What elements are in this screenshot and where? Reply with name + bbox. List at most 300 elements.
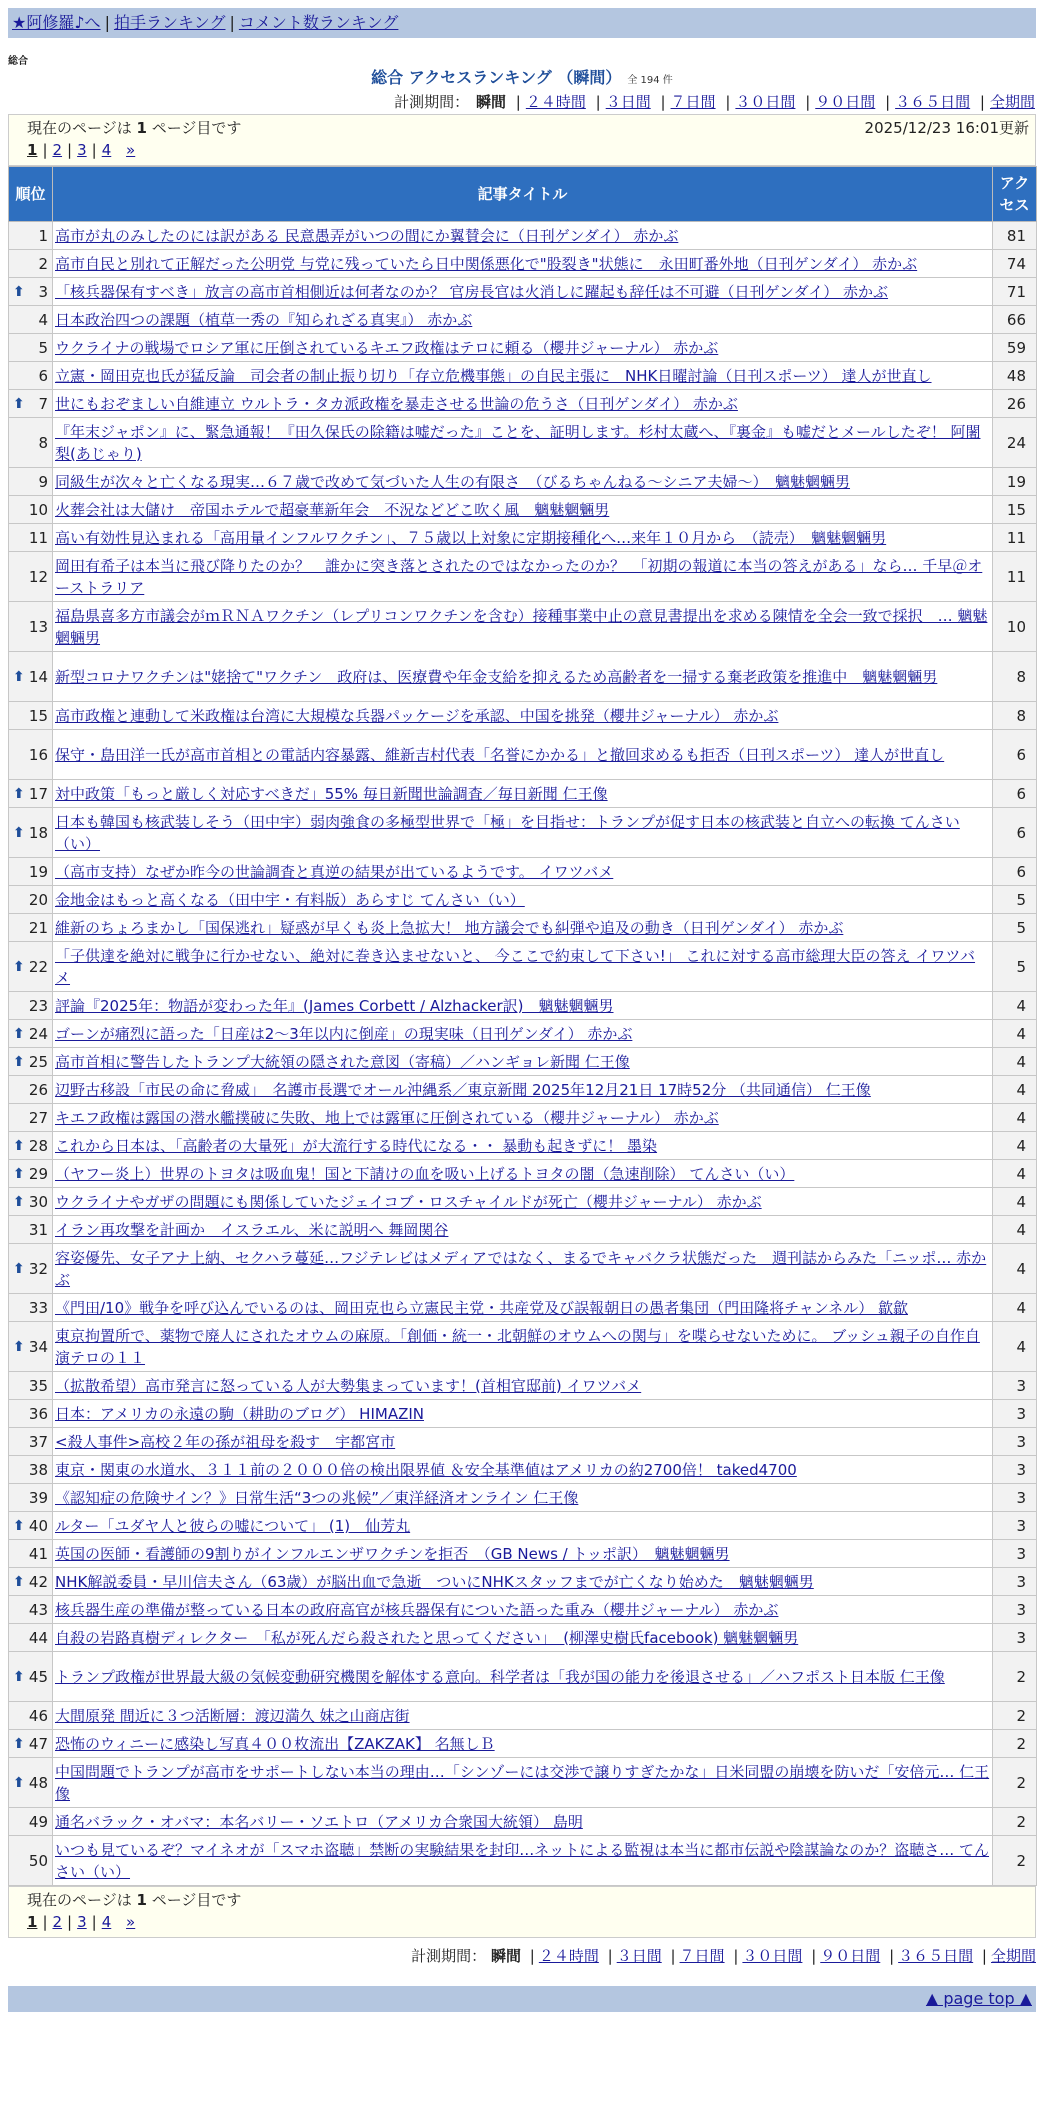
rank-number: 23 <box>28 996 48 1015</box>
table-row <box>9 1076 1037 1104</box>
access-count: 11 <box>993 552 1037 602</box>
rank-up-icon: ⬆ <box>13 1053 25 1070</box>
page-link-1[interactable]: 1 <box>27 141 38 159</box>
rank-cell <box>9 418 53 468</box>
period-current: 瞬間 <box>490 1947 521 1965</box>
article-link[interactable]: 新型コロナワクチンは"姥捨て"ワクチン 政府は、医療費や年金支給を抑えるため高齢者を一掃する棄老政策を推進中 魑魅魍魎男 <box>55 667 938 686</box>
rank-cell <box>9 1596 53 1624</box>
access-count: 3 <box>993 1568 1037 1596</box>
nav-separator: | <box>229 13 235 32</box>
title-cell <box>53 1568 993 1596</box>
rank-number: 3 <box>38 282 48 301</box>
title-cell <box>53 1020 993 1048</box>
period-separator: | <box>529 1947 535 1965</box>
article-link[interactable]: 辺野古移設「市民の命に脅威」 名護市長選でオール沖縄系／東京新聞 2025年12月21日 17時52分 （共同通信） 仁王像 <box>55 1080 871 1099</box>
title-cell <box>53 652 993 702</box>
access-count: 4 <box>993 1132 1037 1160</box>
title-cell <box>53 1596 993 1624</box>
access-count: 4 <box>993 1160 1037 1188</box>
title-cell <box>53 1188 993 1216</box>
period-link-30d[interactable]: ３０日間 <box>742 1947 803 1965</box>
period-selector-bottom <box>8 1944 1036 1968</box>
article-link[interactable]: これから日本は、「高齢者の大量死」が大流行する時代になる・・ 暴動も起きずに！ 墨染 <box>55 1136 658 1155</box>
table-row <box>9 552 1037 602</box>
rank-up-icon: ⬆ <box>13 283 25 300</box>
article-link[interactable]: 自殺の岩路真樹ディレクター 「私が死んだら殺されたと思ってください」 (柳澤史樹氏facebook) 魑魅魍魎男 <box>55 1628 799 1647</box>
rank-number: 49 <box>28 1812 48 1831</box>
page-top-link[interactable]: ▲ page top ▲ <box>925 1989 1032 2008</box>
article-link[interactable]: 火葬会社は大儲け 帝国ホテルで超豪華新年会 不況などどこ吹く風 魑魅魍魎男 <box>55 500 610 519</box>
table-row <box>9 1048 1037 1076</box>
title-cell <box>53 418 993 468</box>
rank-number: 15 <box>28 706 48 725</box>
table-row <box>9 1372 1037 1400</box>
rank-cell <box>9 1322 53 1372</box>
rank-cell <box>9 1216 53 1244</box>
pager-text: ページ目です <box>151 1891 242 1909</box>
access-count: 3 <box>993 1540 1037 1568</box>
article-link[interactable]: 高市首相に警告したトランプ大統領の隠された意図（寄稿）／ハンギョレ新聞 仁王像 <box>55 1052 630 1071</box>
rank-cell <box>9 1294 53 1322</box>
page-title <box>0 68 1044 88</box>
access-count: 24 <box>993 418 1037 468</box>
pager-text: 現在のページは <box>27 1891 132 1909</box>
access-count: 3 <box>993 1484 1037 1512</box>
access-count: 26 <box>993 390 1037 418</box>
article-link[interactable]: 同級生が次々と亡くなる現実…６７歳で改めて気づいた人生の有限さ （びるちゃんねる〜シニア夫婦〜） 魑魅魍魎男 <box>55 472 851 491</box>
table-row <box>9 362 1037 390</box>
access-count: 4 <box>993 1216 1037 1244</box>
access-count: 4 <box>993 1048 1037 1076</box>
pager-separator: | <box>67 141 73 159</box>
rank-cell <box>9 278 53 306</box>
rank-number: 29 <box>28 1164 48 1183</box>
access-count: 4 <box>993 1076 1037 1104</box>
article-link[interactable]: 福島県喜多方市議会がｍＲＮＡワクチン（レプリコンワクチンを含む）接種事業中止の意見書提出を求める陳情を全会一致で採択 … 魑魅魍魎男 <box>55 606 988 647</box>
rank-cell <box>9 1400 53 1428</box>
article-link[interactable]: 高い有効性見込まれる「高用量インフルワクチン」、７５歳以上対象に定期接種化へ…来年１０月から （読売） 魑魅魍魎男 <box>55 528 887 547</box>
nav-home-link[interactable]: ★阿修羅♪へ <box>12 13 101 32</box>
article-link[interactable]: 中国問題でトランプが高市をサポートしない本当の理由…「シンゾーには交渉で譲りすぎたかな」日米同盟の崩壊を防いだ「安倍元… 仁王像 <box>55 1762 990 1803</box>
table-row <box>9 250 1037 278</box>
article-link[interactable]: 《門田/10》戦争を呼び込んでいるのは、岡田克也ら立憲民主党・共産党及び誤報朝日の愚者集団（門田隆将チャンネル） 歙歙 <box>55 1298 909 1317</box>
table-row <box>9 1730 1037 1758</box>
rank-number: 28 <box>28 1136 48 1155</box>
table-row <box>9 702 1037 730</box>
rank-number: 4 <box>38 310 48 329</box>
rank-cell <box>9 1652 53 1702</box>
article-link[interactable]: 『年末ジャポン』に、緊急通報！『田久保氏の除籍は嘘だった』ことを、証明します。杉村太蔵へ、『裏金』も嘘だとメールしたぞ！ 阿闍梨(あじゃり) <box>55 422 981 463</box>
table-row <box>9 278 1037 306</box>
access-count: 5 <box>993 914 1037 942</box>
table-row <box>9 1808 1037 1836</box>
header-access: アクセス <box>993 167 1037 222</box>
period-link-7d[interactable]: ７日間 <box>670 93 716 111</box>
table-row <box>9 992 1037 1020</box>
title-cell <box>53 702 993 730</box>
rank-cell <box>9 808 53 858</box>
table-row <box>9 390 1037 418</box>
rank-up-icon: ⬆ <box>13 1517 25 1534</box>
rank-number: 30 <box>28 1192 48 1211</box>
article-link[interactable]: 大間原発 間近に３つ活断層：渡辺満久 妹之山商店街 <box>55 1706 410 1725</box>
article-link[interactable]: （拡散希望）高市発言に怒っている人が大勢集まっています！(首相官邸前) イワツバメ <box>55 1376 642 1395</box>
article-link[interactable]: <殺人事件>高校２年の孫が祖母を殺す 宇都宮市 <box>55 1432 396 1451</box>
access-count: 4 <box>993 992 1037 1020</box>
access-count: 2 <box>993 1808 1037 1836</box>
period-link-24h[interactable]: ２４時間 <box>525 93 586 111</box>
rank-number: 10 <box>28 500 48 519</box>
rank-number: 27 <box>28 1108 48 1127</box>
article-link[interactable]: 立憲・岡田克也氏が猛反論 司会者の制止振り切り「存立危機事態」の自民主張に NHK日曜討論（日刊スポーツ） 達人が世直し <box>55 366 932 385</box>
rank-number: 42 <box>28 1572 48 1591</box>
article-link[interactable]: ウクライナやガザの問題にも関係していたジェイコブ・ロスチャイルドが死亡（櫻井ジャーナル） 赤かぶ <box>55 1192 762 1211</box>
table-row <box>9 780 1037 808</box>
rank-cell <box>9 1188 53 1216</box>
access-count: 2 <box>993 1836 1037 1886</box>
access-count: 15 <box>993 496 1037 524</box>
access-count: 3 <box>993 1400 1037 1428</box>
table-row <box>9 1568 1037 1596</box>
article-link[interactable]: 高市が丸のみしたのには訳がある 民意愚弄がいつの間にか翼賛会に（日刊ゲンダイ） 赤かぶ <box>55 226 679 245</box>
period-link-90d[interactable]: ９０日間 <box>815 93 876 111</box>
rank-cell <box>9 250 53 278</box>
rank-number: 1 <box>38 226 48 245</box>
period-link-30d[interactable]: ３０日間 <box>735 93 796 111</box>
title-cell <box>53 278 993 306</box>
rank-number: 12 <box>28 567 48 586</box>
rank-number: 6 <box>38 366 48 385</box>
table-row <box>9 1652 1037 1702</box>
table-row <box>9 1702 1037 1730</box>
table-row <box>9 222 1037 250</box>
rank-number: 17 <box>28 784 48 803</box>
rank-number: 18 <box>28 823 48 842</box>
rank-number: 2 <box>38 254 48 273</box>
ranking-table-body <box>9 222 1037 1886</box>
access-count: 5 <box>993 942 1037 992</box>
nav-comment-ranking-link[interactable]: コメント数ランキング <box>238 13 399 32</box>
article-link[interactable]: 容姿優先、女子アナ上納、セクハラ蔓延…フジテレビはメディアではなく、まるでキャバクラ状態だった 週刊誌からみた「ニッポ… 赤かぶ <box>55 1248 987 1289</box>
title-cell <box>53 1076 993 1104</box>
access-count: 6 <box>993 808 1037 858</box>
article-link[interactable]: 岡田有希子は本当に飛び降りたのか？ 誰かに突き落とされたのではなかったのか？ 「初期の報道に本当の答えがある」なら… 千早＠オーストラリア <box>55 556 983 597</box>
access-count: 19 <box>993 468 1037 496</box>
page-link-4[interactable]: 4 <box>101 1913 112 1931</box>
period-link-all[interactable]: 全期間 <box>990 1947 1036 1965</box>
article-link[interactable]: イラン再攻撃を計画か イスラエル、米に説明へ 舞岡関谷 <box>55 1220 449 1239</box>
access-count: 10 <box>993 602 1037 652</box>
rank-number: 36 <box>28 1404 48 1423</box>
table-row <box>9 1188 1037 1216</box>
page-link-1[interactable]: 1 <box>27 1913 38 1931</box>
rank-number: 48 <box>28 1773 48 1792</box>
page-link-2[interactable]: 2 <box>52 1913 63 1931</box>
page-link-3[interactable]: 3 <box>77 141 87 159</box>
article-link[interactable]: 核兵器生産の準備が整っている日本の政府高官が核兵器保有についた語った重み（櫻井ジャーナル） 赤かぶ <box>55 1600 779 1619</box>
article-link[interactable]: 日本も韓国も核武装しそう（田中宇）弱肉強食の多極型世界で「極」を目指せ：トランプが促す日本の核武装と自立への転換 てんさい（い） <box>55 812 960 853</box>
rank-up-icon: ⬆ <box>13 1338 25 1355</box>
access-count: 8 <box>993 652 1037 702</box>
rank-cell <box>9 1484 53 1512</box>
article-link[interactable]: 「核兵器保有すべき」放言の高市首相側近は何者なのか？ 官房長官は火消しに躍起も辞任は不可避（日刊ゲンダイ） 赤かぶ <box>55 282 889 301</box>
article-link[interactable]: 高市政権と連動して米政権は台湾に大規模な兵器パッケージを承認、中国を挑発（櫻井ジャーナル） 赤かぶ <box>55 706 779 725</box>
title-cell <box>53 858 993 886</box>
table-row <box>9 1160 1037 1188</box>
title-cell <box>53 552 993 602</box>
rank-cell <box>9 858 53 886</box>
rank-number: 8 <box>38 433 48 452</box>
rank-up-icon: ⬆ <box>13 958 25 975</box>
access-count: 74 <box>993 250 1037 278</box>
article-link[interactable]: 保守・島田洋一氏が高市首相との電話内容暴露、維新吉村代表「名誉にかかる」と撤回求めるも拒否（日刊スポーツ） 達人が世直し <box>55 745 945 764</box>
access-count: 59 <box>993 334 1037 362</box>
article-link[interactable]: 日本政治四つの課題（植草一秀の『知られざる真実』） 赤かぶ <box>55 310 473 329</box>
article-link[interactable]: 東京・関東の水道水、３１１前の２０００倍の検出限界値 ＆安全基準値はアメリカの約2700倍！ taked4700 <box>55 1460 797 1479</box>
pager-separator: | <box>42 141 48 159</box>
table-row <box>9 1216 1037 1244</box>
article-link[interactable]: 高市自民と別れて正解だった公明党 与党に残っていたら日中関係悪化で"股裂き"状態に 永田町番外地（日刊ゲンダイ） 赤かぶ <box>55 254 918 273</box>
title-cell <box>53 1400 993 1428</box>
rank-number: 41 <box>28 1544 48 1563</box>
rank-cell <box>9 1836 53 1886</box>
ranking-title: 総合 アクセスランキング （瞬間） <box>371 68 622 87</box>
article-link[interactable]: ルター「ユダヤ人と彼らの嘘について」 (1) 仙芳丸 <box>55 1516 411 1535</box>
table-row <box>9 1294 1037 1322</box>
period-separator: | <box>885 93 891 111</box>
period-separator: | <box>607 1947 613 1965</box>
period-separator: | <box>889 1947 895 1965</box>
rank-number: 9 <box>38 472 48 491</box>
title-cell <box>53 1702 993 1730</box>
rank-up-icon: ⬆ <box>13 824 25 841</box>
period-link-365d[interactable]: ３６５日間 <box>895 93 971 111</box>
access-count: 5 <box>993 886 1037 914</box>
rank-number: 25 <box>28 1052 48 1071</box>
rank-cell <box>9 1512 53 1540</box>
article-link[interactable]: 対中政策「もっと厳しく対応すべきだ」55% 毎日新聞世論調査／毎日新聞 仁王像 <box>55 784 608 803</box>
rank-up-icon: ⬆ <box>13 1260 25 1277</box>
title-cell <box>53 1160 993 1188</box>
access-count: 2 <box>993 1730 1037 1758</box>
period-link-7d[interactable]: ７日間 <box>679 1947 725 1965</box>
rank-cell <box>9 914 53 942</box>
access-count: 2 <box>993 1758 1037 1808</box>
period-separator: | <box>725 93 731 111</box>
rank-up-icon: ⬆ <box>13 785 25 802</box>
article-link[interactable]: 金地金はもっと高くなる（田中宇・有料版）あらすじ てんさい（い） <box>55 890 525 909</box>
article-link[interactable]: 《認知症の危険サイン？》日常生活“3つの兆候”／東洋経済オンライン 仁王像 <box>55 1488 579 1507</box>
title-cell <box>53 334 993 362</box>
pager-top <box>8 114 1036 166</box>
rank-up-icon: ⬆ <box>13 1137 25 1154</box>
table-row <box>9 1322 1037 1372</box>
rank-number: 34 <box>28 1337 48 1356</box>
table-header-row <box>9 167 1037 222</box>
access-count: 4 <box>993 1322 1037 1372</box>
rank-number: 35 <box>28 1376 48 1395</box>
access-count: 4 <box>993 1294 1037 1322</box>
rank-number: 39 <box>28 1488 48 1507</box>
article-link[interactable]: 英国の医師・看護師の9割りがインフルエンザワクチンを拒否 （GB News / トッポ訳） 魑魅魍魎男 <box>55 1544 730 1563</box>
page-link-4[interactable]: 4 <box>101 141 112 159</box>
period-link-24h[interactable]: ２４時間 <box>538 1947 599 1965</box>
title-cell <box>53 362 993 390</box>
rank-cell <box>9 730 53 780</box>
article-link[interactable]: いつも見ているぞ？マイネオが「スマホ盗聴」禁断の実験結果を封印…ネットによる監視は本当に都市伝説や陰謀論なのか？盗聴さ… てんさい（い） <box>55 1840 990 1881</box>
pager-links <box>27 139 1029 161</box>
rank-cell <box>9 1730 53 1758</box>
article-link[interactable]: キエフ政権は露国の潜水艦撲破に失敗、地上では露軍に圧倒されている（櫻井ジャーナル） 赤かぶ <box>55 1108 719 1127</box>
rank-cell <box>9 942 53 992</box>
table-row <box>9 524 1037 552</box>
section-tag: 総合 <box>8 56 28 67</box>
access-count: 4 <box>993 1244 1037 1294</box>
article-link[interactable]: トランプ政権が世界最大級の気候変動研究機関を解体する意向。科学者は「我が国の能力を後退させる」／ハフポスト日本版 仁王像 <box>55 1667 945 1686</box>
title-cell <box>53 1758 993 1808</box>
article-link[interactable]: 世にもおぞましい自維連立 ウルトラ・タカ派政権を暴走させる世論の危うさ（日刊ゲンダイ） 赤かぶ <box>55 394 738 413</box>
article-link[interactable]: NHK解説委員・早川信夫さん（63歳）が脳出血で急逝 ついにNHKスタッフまでが亡くなり始めた 魑魅魍魎男 <box>55 1572 814 1591</box>
rank-cell <box>9 652 53 702</box>
title-cell <box>53 1216 993 1244</box>
rank-cell <box>9 1702 53 1730</box>
title-cell <box>53 942 993 992</box>
rank-cell <box>9 306 53 334</box>
access-count: 3 <box>993 1372 1037 1400</box>
table-row <box>9 914 1037 942</box>
article-link[interactable]: 恐怖のウィニーに感染し写真４００枚流出【ZAKZAK】 名無しＢ <box>55 1734 495 1753</box>
title-cell <box>53 496 993 524</box>
rank-cell <box>9 886 53 914</box>
table-row <box>9 1132 1037 1160</box>
pager-current-page: 1 <box>136 1891 147 1909</box>
table-row <box>9 1020 1037 1048</box>
period-separator: | <box>515 93 521 111</box>
title-cell <box>53 524 993 552</box>
rank-cell <box>9 334 53 362</box>
pager-links <box>27 1911 1029 1933</box>
period-separator: | <box>805 93 811 111</box>
table-row <box>9 334 1037 362</box>
table-row <box>9 1244 1037 1294</box>
access-count: 48 <box>993 362 1037 390</box>
updated-timestamp: 2025/12/23 16:01更新 <box>864 119 1029 137</box>
title-cell <box>53 1730 993 1758</box>
article-link[interactable]: （高市支持）なぜか昨今の世論調査と真逆の結果が出ているようです。 イワツバメ <box>55 862 614 881</box>
pager-separator: | <box>42 1913 48 1931</box>
table-row <box>9 418 1037 468</box>
article-link[interactable]: ゴーンが痛烈に語った「日産は2〜3年以内に倒産」の現実味（日刊ゲンダイ） 赤かぶ <box>55 1024 633 1043</box>
rank-cell <box>9 702 53 730</box>
pager-bottom <box>8 1886 1036 1938</box>
period-label: 計測期間： <box>394 93 470 111</box>
access-count: 3 <box>993 1624 1037 1652</box>
period-link-3d[interactable]: ３日間 <box>616 1947 662 1965</box>
ranking-count: 全 194 件 <box>627 75 673 86</box>
article-link[interactable]: 維新のちょろまかし「国保逃れ」疑惑が早くも炎上急拡大！ 地方議会でも糾弾や追及の動き（日刊ゲンダイ） 赤かぶ <box>55 918 844 937</box>
rank-number: 37 <box>28 1432 48 1451</box>
table-row <box>9 942 1037 992</box>
access-count: 3 <box>993 1428 1037 1456</box>
pager-separator: | <box>91 1913 97 1931</box>
rank-cell <box>9 1456 53 1484</box>
period-link-all[interactable]: 全期間 <box>989 93 1035 111</box>
period-label: 計測期間： <box>411 1947 487 1965</box>
access-count: 2 <box>993 1652 1037 1702</box>
rank-cell <box>9 1104 53 1132</box>
period-selector <box>8 90 1036 114</box>
rank-cell <box>9 552 53 602</box>
table-row <box>9 1512 1037 1540</box>
rank-number: 24 <box>28 1024 48 1043</box>
page-next-link[interactable]: » <box>126 1913 136 1931</box>
article-link[interactable]: 東京拘置所で、薬物で廃人にされたオウムの麻原。「創価・統一・北朝鮮のオウムへの関与」を喋らせないために。 ブッシュ親子の自作自演テロの１１ <box>55 1326 980 1367</box>
pager-separator: | <box>67 1913 73 1931</box>
access-count: 4 <box>993 1188 1037 1216</box>
title-cell <box>53 780 993 808</box>
title-cell <box>53 1652 993 1702</box>
title-cell <box>53 1104 993 1132</box>
article-link[interactable]: 評論『2025年：物語が変わった年』(James Corbett / Alzhacker訳) 魑魅魍魎男 <box>55 996 614 1015</box>
article-link[interactable]: （ヤフー炎上）世界のトヨタは吸血鬼！国と下請けの血を吸い上げるトヨタの闇（急速削除） てんさい（い） <box>55 1164 795 1183</box>
access-count: 8 <box>993 702 1037 730</box>
title-cell <box>53 468 993 496</box>
rank-number: 46 <box>28 1706 48 1725</box>
rank-up-icon: ⬆ <box>13 1735 25 1752</box>
table-row <box>9 652 1037 702</box>
footer-bar <box>8 1986 1036 2012</box>
pager-separator: | <box>91 141 97 159</box>
rank-cell <box>9 1808 53 1836</box>
rank-cell <box>9 1076 53 1104</box>
title-cell <box>53 1836 993 1886</box>
rank-up-icon: ⬆ <box>13 1165 25 1182</box>
article-link[interactable]: ウクライナの戦場でロシア軍に圧倒されているキエフ政権はテロに頼る（櫻井ジャーナル） 赤かぶ <box>55 338 719 357</box>
page-link-2[interactable]: 2 <box>52 141 63 159</box>
rank-number: 40 <box>28 1516 48 1535</box>
title-cell <box>53 1244 993 1294</box>
access-count: 3 <box>993 1596 1037 1624</box>
rank-cell <box>9 1132 53 1160</box>
article-link[interactable]: 日本：アメリカの永遠の駒（耕助のブログ） HIMAZIN <box>55 1404 424 1423</box>
rank-number: 44 <box>28 1628 48 1647</box>
rank-number: 20 <box>28 890 48 909</box>
access-count: 6 <box>993 730 1037 780</box>
page-next-link[interactable]: » <box>126 141 136 159</box>
rank-cell <box>9 524 53 552</box>
rank-cell <box>9 602 53 652</box>
title-cell <box>53 730 993 780</box>
rank-cell <box>9 1020 53 1048</box>
period-link-90d[interactable]: ９０日間 <box>820 1947 881 1965</box>
period-link-365d[interactable]: ３６５日間 <box>898 1947 974 1965</box>
article-link[interactable]: 通名バラック・オバマ：本名バリー・ソエトロ（アメリカ合衆国大統領） 島明 <box>55 1812 583 1831</box>
rank-cell <box>9 496 53 524</box>
period-separator: | <box>733 1947 739 1965</box>
nav-applause-ranking-link[interactable]: 拍手ランキング <box>113 13 226 32</box>
rank-up-icon: ⬆ <box>13 1573 25 1590</box>
page-link-3[interactable]: 3 <box>77 1913 87 1931</box>
table-row <box>9 1484 1037 1512</box>
period-link-3d[interactable]: ３日間 <box>605 93 651 111</box>
rank-cell <box>9 362 53 390</box>
rank-up-icon: ⬆ <box>13 1668 25 1685</box>
rank-number: 43 <box>28 1600 48 1619</box>
title-cell <box>53 250 993 278</box>
access-count: 6 <box>993 780 1037 808</box>
article-link[interactable]: 「子供達を絶対に戦争に行かせない、絶対に巻き込ませないと、 今ここで約束して下さい!」 これに対する高市総理大臣の答え イワツバメ <box>55 946 976 987</box>
period-separator: | <box>670 1947 676 1965</box>
